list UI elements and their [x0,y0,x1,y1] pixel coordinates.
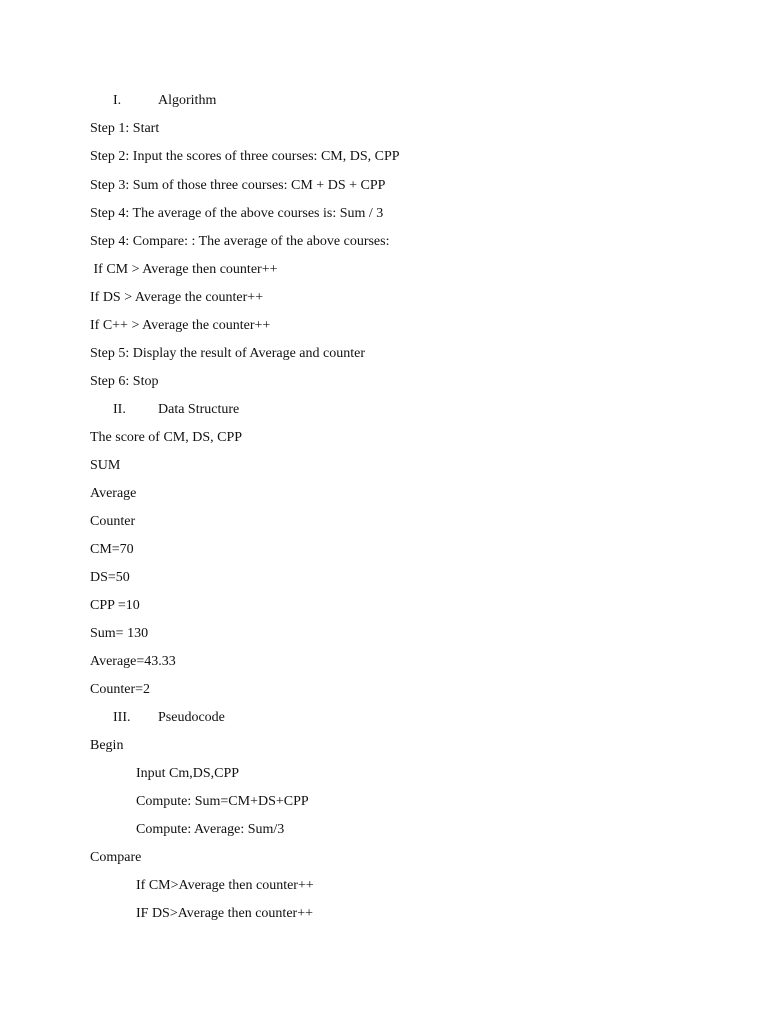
algorithm-line: Step 4: Compare: : The average of the above courses: [90,234,390,249]
pseudocode-line: IF DS>Average then counter++ [136,906,313,921]
section-numeral: II. [113,402,126,417]
pseudocode-line: Input Cm,DS,CPP [136,766,240,781]
data-structure-line: The score of CM, DS, CPP [90,430,243,445]
section-title: Algorithm [158,93,217,108]
section-title: Data Structure [158,402,240,417]
data-structure-line: CPP =10 [90,598,140,613]
data-structure-line: SUM [90,458,121,473]
pseudocode-line: Begin [90,738,124,753]
algorithm-line: If DS > Average the counter++ [90,290,264,305]
data-structure-line: Counter [90,514,136,529]
section-numeral: III. [113,710,131,725]
data-structure-line: Average=43.33 [90,654,176,669]
algorithm-line: Step 5: Display the result of Average and counter [90,346,365,361]
algorithm-line: If C++ > Average the counter++ [90,318,271,333]
section-numeral: I. [113,93,122,108]
data-structure-line: CM=70 [90,542,134,557]
data-structure-line: Average [90,486,137,501]
algorithm-line: Step 6: Stop [90,374,159,389]
pseudocode-line: Compute: Sum=CM+DS+CPP [136,794,309,809]
pseudocode-line: Compute: Average: Sum/3 [136,822,285,837]
algorithm-line: Step 2: Input the scores of three courses: CM, DS, CPP [90,149,400,164]
section-title: Pseudocode [158,710,225,725]
algorithm-line: Step 1: Start [90,121,160,136]
algorithm-line: Step 3: Sum of those three courses: CM + DS + CPP [90,178,386,193]
algorithm-line: If CM > Average then counter++ [90,262,278,277]
pseudocode-line: Compare [90,850,142,865]
pseudocode-line: If CM>Average then counter++ [136,878,314,893]
data-structure-line: Counter=2 [90,682,150,697]
data-structure-line: Sum= 130 [90,626,149,641]
algorithm-line: Step 4: The average of the above courses is: Sum / 3 [90,206,384,221]
data-structure-line: DS=50 [90,570,130,585]
